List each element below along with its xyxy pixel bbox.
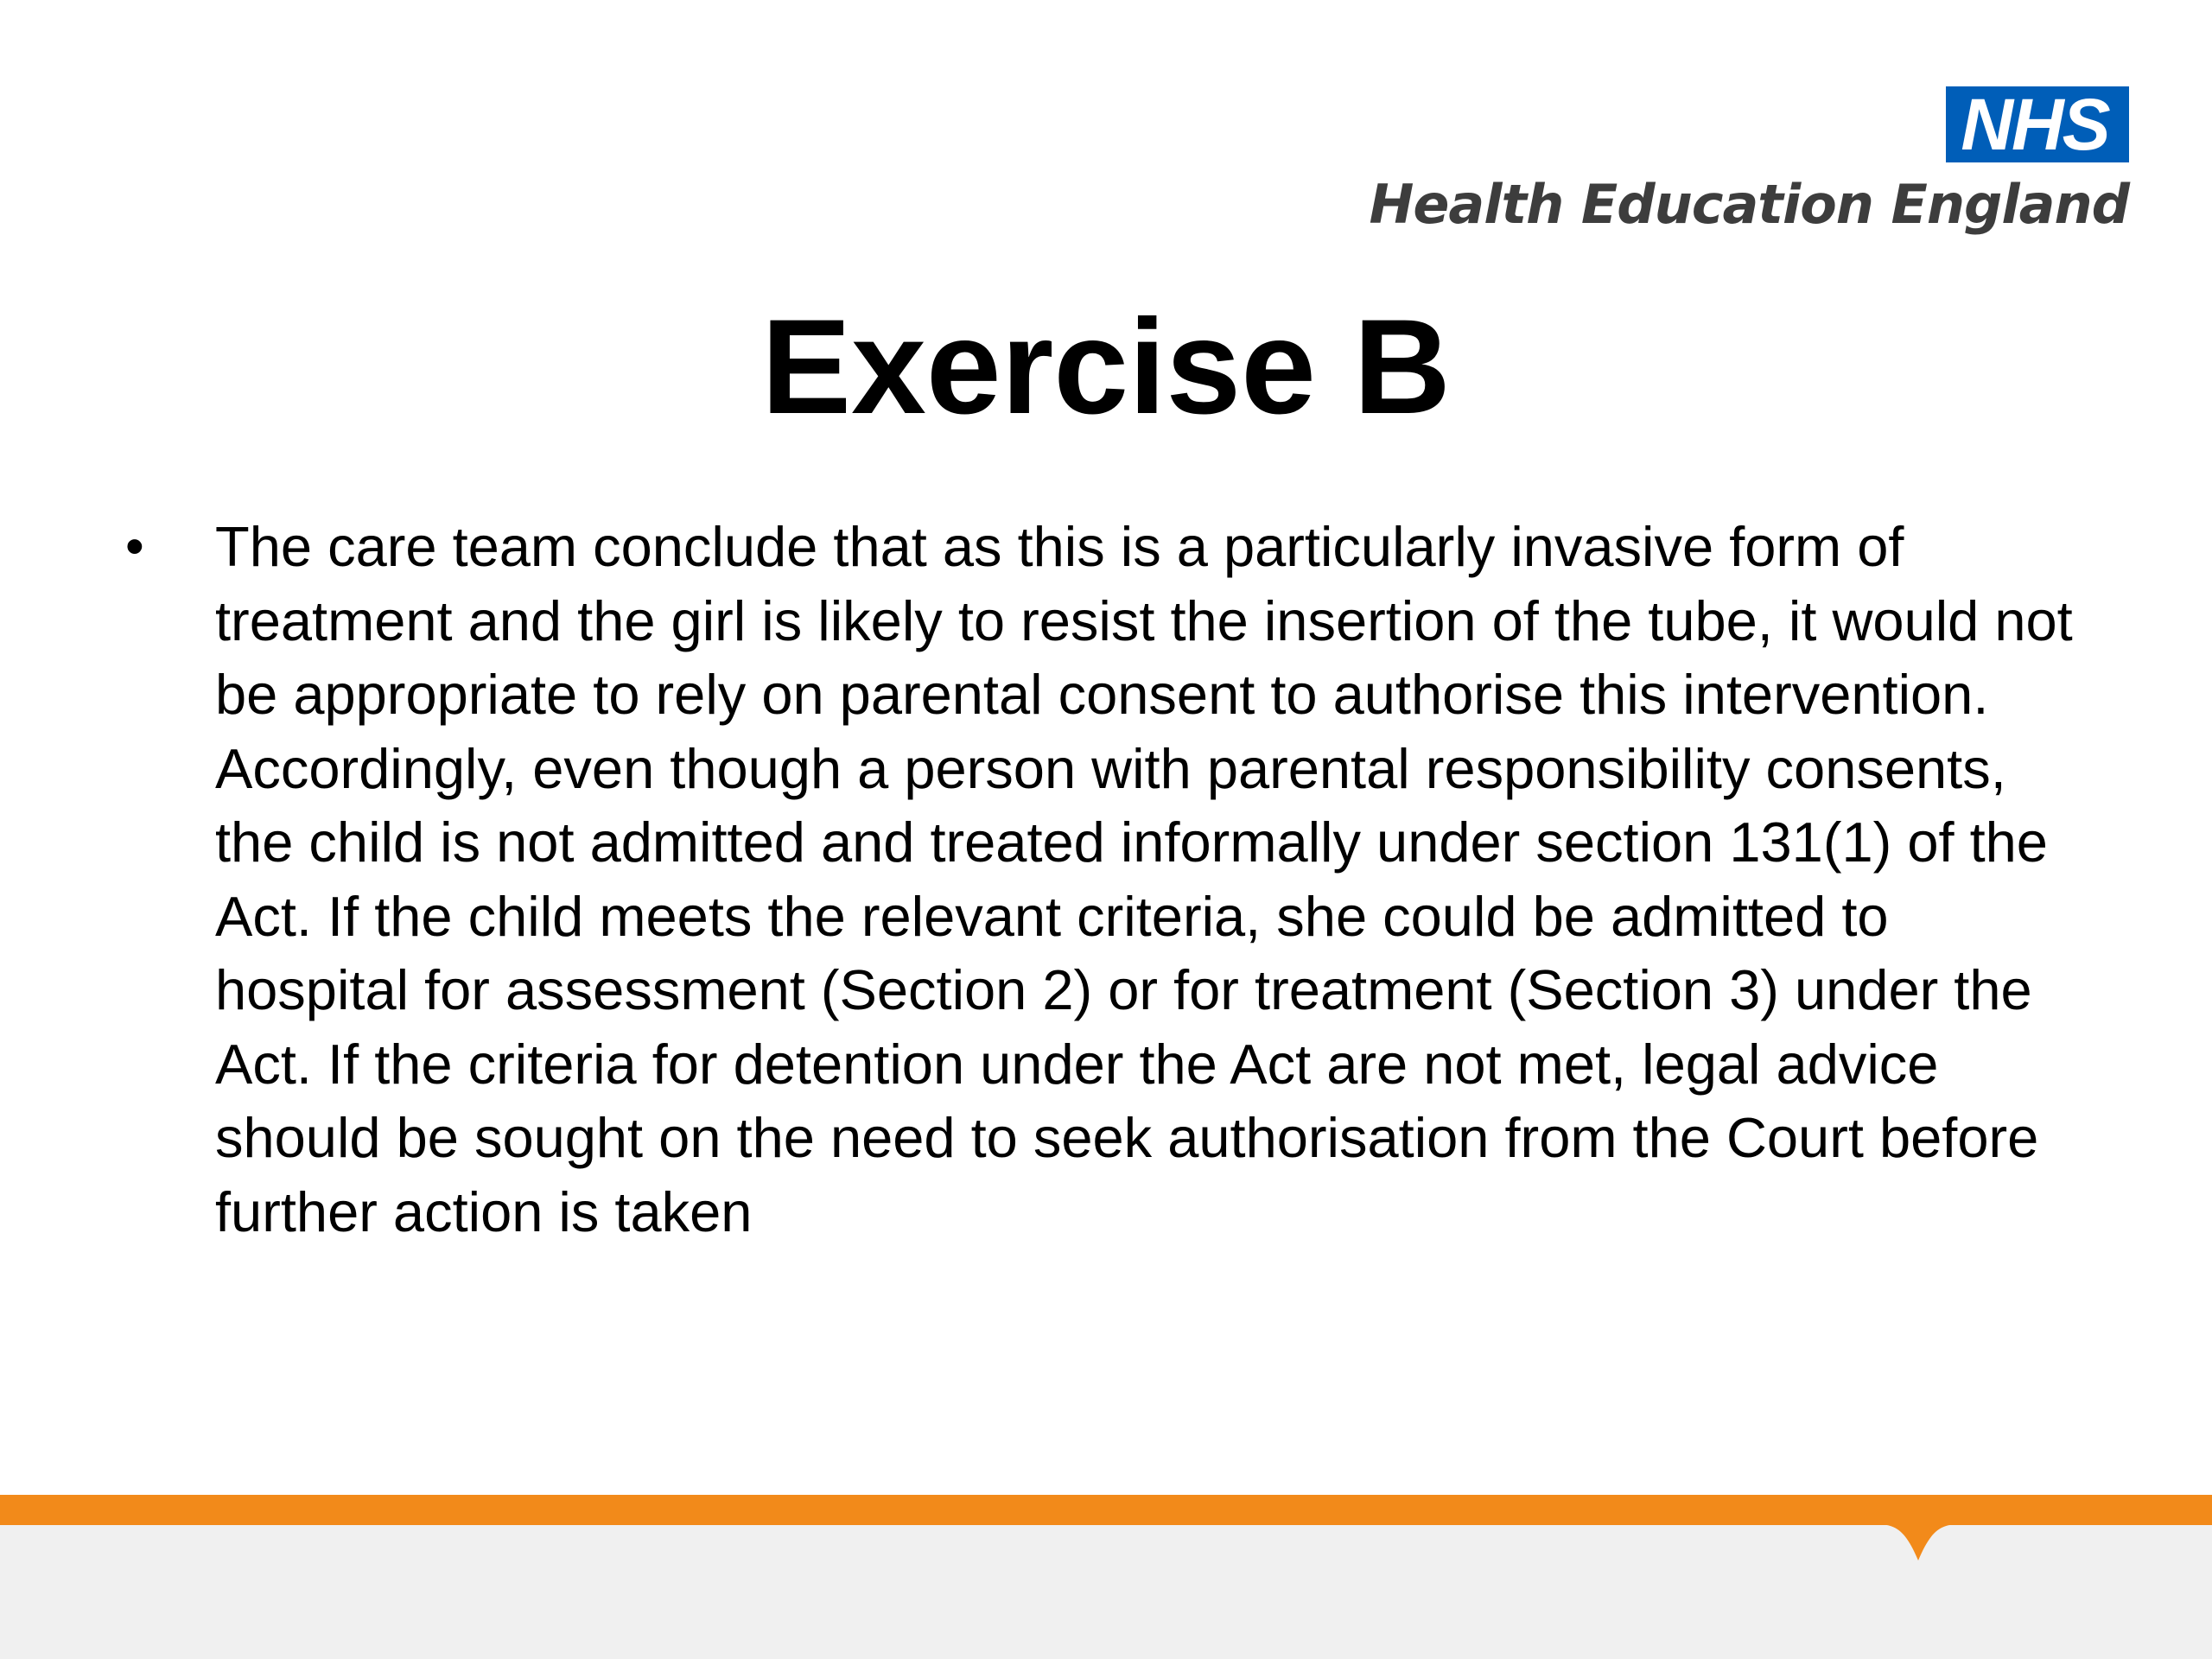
bullet-item: [125, 510, 2095, 1249]
nhs-logo: NHS: [1946, 86, 2129, 162]
organisation-name: Health Education England: [1369, 173, 2129, 236]
footer-notch-shape: [1875, 1524, 1961, 1560]
slide-title: Exercise B: [761, 292, 1451, 442]
bullet-marker: •: [125, 517, 144, 576]
bullet-list: [125, 510, 2095, 1249]
footer-accent-stripe: [0, 1495, 2212, 1525]
header-logo: [1369, 86, 2129, 235]
bullet-text: The care team conclude that as this is a particularly invasive form of treatment and the girl is likely to resist the insertion of the tube, it would not be appropriate to rely on parental consent to authorise this intervention. Accordingly, even though a person with parental responsibility consents, the child is not admitted and treated informally under section 131(1) of the Act. If the child meets the relevant criteria, she could be admitted to hospital for assessment (Section 2) or for treatment (Section 3) under the Act. If the criteria for detention under the Act are not met, legal advice should be sought on the need to seek authorisation from the Court before further action is taken: [215, 515, 2073, 1243]
